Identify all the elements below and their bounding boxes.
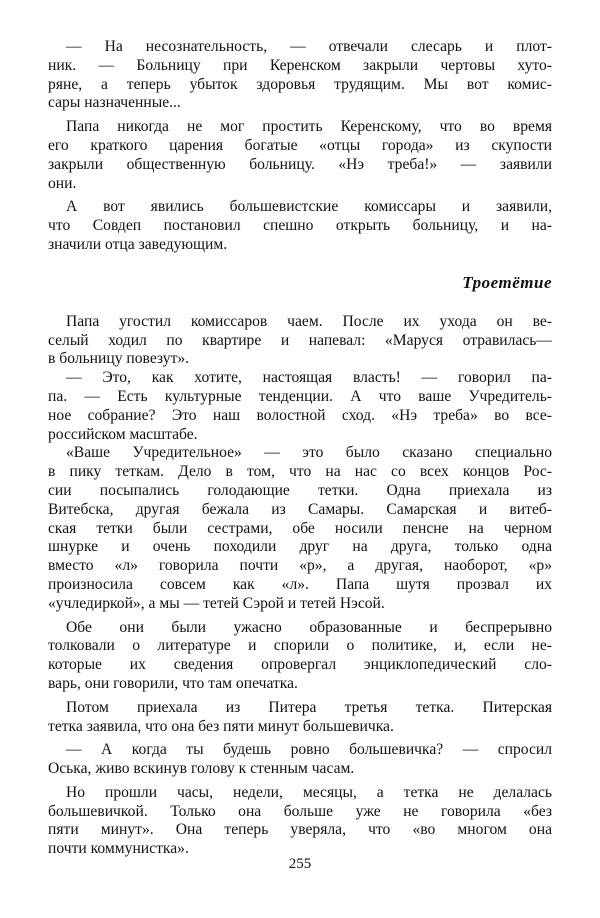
text-line: — Это, как хотите, настоящая власть! — говорил па- <box>66 369 552 387</box>
text-line: закрыли общественную больницу. «Нэ треба!» — заявили <box>48 155 552 173</box>
text-line: Но прошли часы, недели, месяцы, а тетка не делалась <box>66 783 552 801</box>
text-line: почти коммунистка». <box>48 840 189 858</box>
text-block-top <box>48 38 552 255</box>
text-line: ное собрание? Это наш волостной сход. «Нэ треба» во все- <box>48 406 552 424</box>
text-line: вместо «л» говорила почти «р», а другая, наоборот, «р» <box>48 557 552 575</box>
text-line: которые их сведения опровергал энциклопедический сло- <box>48 656 552 674</box>
paragraph <box>48 699 552 737</box>
paragraph <box>48 369 552 444</box>
text-line: Оська, живо вскинув голову к стенным часам. <box>48 760 355 778</box>
section-title: Троетётие <box>462 272 552 292</box>
text-line: Витебска, другая бежала из Самары. Самарская и витеб- <box>48 500 552 518</box>
text-line: «учледиркой», а мы — тетей Сэрой и тетей Нэсой. <box>48 594 385 612</box>
text-block-bottom <box>48 313 552 859</box>
text-line: варь, они говорили, что там опечатка. <box>48 674 298 692</box>
text-line: Папа угостил комиссаров чаем. После их ухода он ве- <box>66 312 552 330</box>
text-line: А вот явились большевистские комиссары и заявили, <box>66 198 552 216</box>
text-line: тетка заявила, что она без пяти минут большевичка. <box>48 717 394 735</box>
text-line: селый ходил по квартире и напевал: «Маруся отравилась— <box>48 331 552 349</box>
text-line: ряне, а теперь убыток здоровья трудящим. Мы вот комис- <box>48 75 552 93</box>
paragraph <box>48 38 552 113</box>
text-line: Потом приехала из Питера третья тетка. Питерская <box>66 698 552 716</box>
text-line: ник. — Больницу при Керенском закрыли чертовы хуто- <box>48 56 552 74</box>
text-line: большевичкой. Только она больше уже не говорила «без <box>48 802 552 820</box>
book-page <box>48 38 552 898</box>
paragraph <box>48 784 552 859</box>
text-line: Папа никогда не мог простить Керенскому, что во время <box>66 118 552 136</box>
text-line: значили отца заведующим. <box>48 235 228 253</box>
text-line: произносила совсем как «л». Папа шутя прозвал их <box>48 575 552 593</box>
text-line: сары назначенные... <box>48 94 181 112</box>
text-line: шнурке и очень походили друг на друга, только одна <box>48 538 552 556</box>
text-line: российском масштабе. <box>48 425 198 443</box>
paragraph <box>48 313 552 369</box>
text-line: Обе они были ужасно образованные и беспрерывно <box>66 618 552 636</box>
page-number: 255 <box>288 856 312 872</box>
text-line: что Совдеп постановил спешно открыть больницу, и на- <box>48 217 552 235</box>
paragraph <box>48 118 552 193</box>
paragraph <box>48 619 552 694</box>
paragraph <box>48 198 552 254</box>
text-line: — На несознательность, — отвечали слесарь и плот- <box>66 38 552 55</box>
text-line: в больницу повезут». <box>48 350 190 368</box>
text-line: его краткого царения богатые «отцы города» из скупости <box>48 136 552 154</box>
text-line: ская тетки были сестрами, обе носили пенсне на черном <box>48 519 552 537</box>
paragraph <box>48 444 552 613</box>
text-line: пяти минут». Она теперь уверяла, что «во многом она <box>48 821 552 839</box>
text-line: толковали о литературе и спорили о политике, и, если не- <box>48 637 552 655</box>
text-line: — А когда ты будешь ровно большевичка? — спросил <box>66 741 552 759</box>
text-line: «Ваше Учредительное» — это было сказано специально <box>66 444 552 462</box>
text-line: па. — Есть культурные тенденции. А что ваше Учредитель- <box>48 387 552 405</box>
text-line: сии посыпались голодающие тетки. Одна приехала из <box>48 481 552 499</box>
text-line: они. <box>48 174 77 192</box>
text-line: в пику теткам. Дело в том, что на нас со всех концов Рос- <box>48 463 552 481</box>
paragraph <box>48 741 552 779</box>
